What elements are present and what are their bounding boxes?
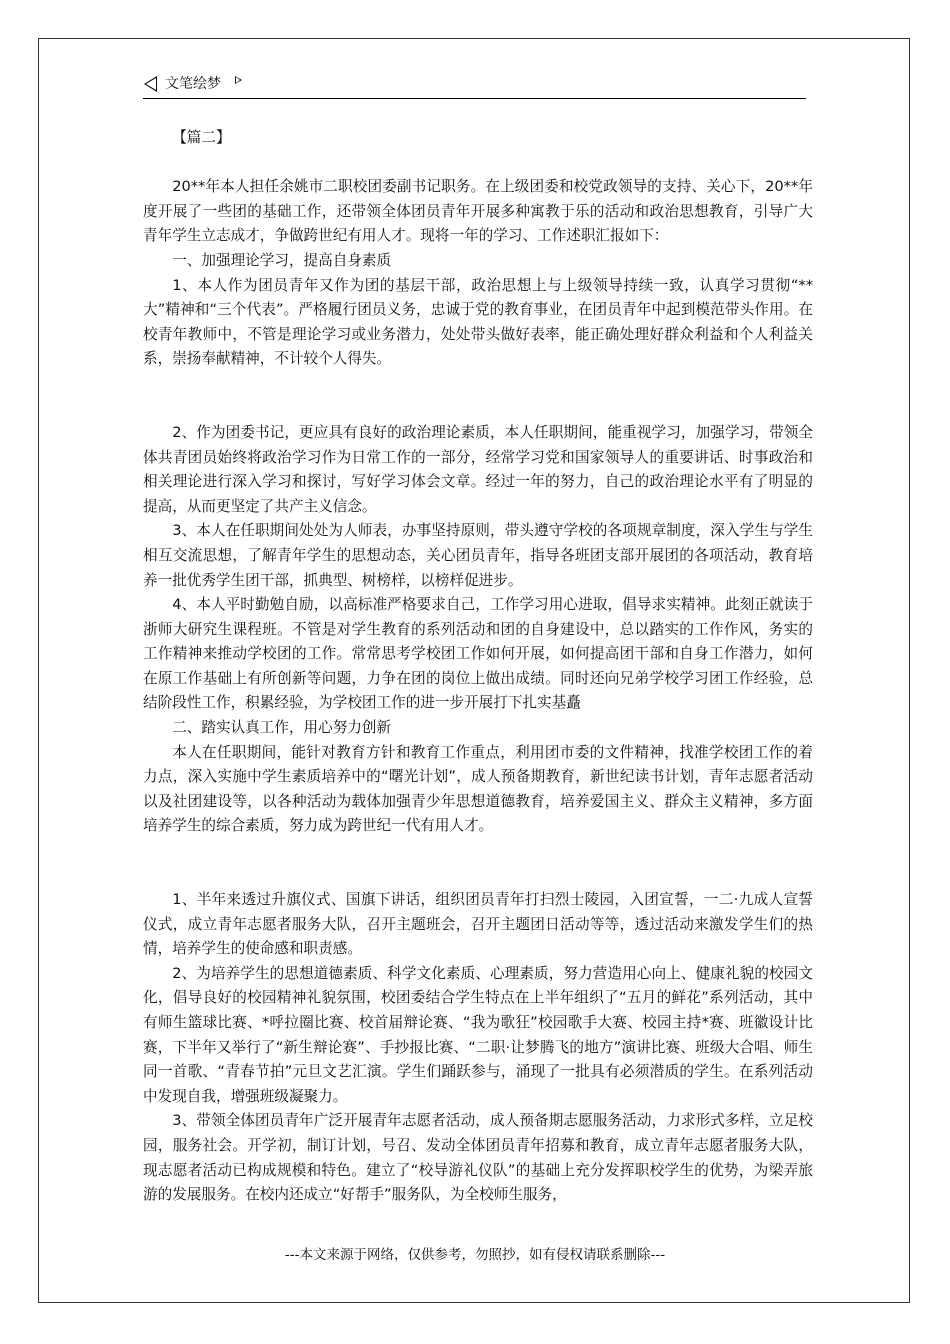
paragraph: 2、作为团委书记，更应具有良好的政治理论素质，本人任职期间，能重视学习，加强学习，带领全体共青团员始终将政治学习作为日常工作的一部分，经常学习党和国家领导人的重要讲话、时事政治和相关理论进行深入学习和探讨，写好学习体会文章。经过一年的努力，自己的政治理论水平有了明显的提高，从而更坚定了共产主义信念。 (143, 423, 813, 515)
footer-disclaimer: ---本文来源于网络，仅供参考，勿照抄，如有侵权请联系删除--- (284, 1247, 666, 1263)
triangle-left-icon (144, 76, 157, 92)
header-title: 文笔绘梦 (165, 76, 221, 92)
paragraph: 20**年本人担任余姚市二职校团委副书记职务。在上级团委和校党政领导的支持、关心下，20**年度开展了一些团的基础工作，还带领全体团员青年开展多种寓教于乐的活动和政治思想教育，引导广大青年学生立志成才，争做跨世纪有用人才。现将一年的学习、工作述职汇报如下： (143, 178, 813, 245)
document-body (143, 126, 813, 1208)
paragraph: 1、半年来透过升旗仪式、国旗下讲话，组织团员青年打扫烈士陵园，入团宣誓，一二·九成人宣誓仪式，成立青年志愿者服务大队，召开主题班会，召开主题团日活动等等，透过活动来激发学生们的热情，培养学生的使命感和职责感。 (143, 891, 813, 958)
paragraph: 2、为培养学生的思想道德素质、科学文化素质、心理素质，努力营造用心向上、健康礼貌的校园文化，倡导良好的校园精神礼貌氛围，校团委结合学生特点在上半年组织了“五月的鲜花”系列活动，其中有师生篮球比赛、*呼拉圈比赛、校首届辩论赛、“我为歌狂”校园歌手大赛、校园主持*赛、班徽设计比赛，下半年又举行了“新生辩论赛”、手抄报比赛、“二职·让梦腾飞的地方”演讲比赛、班级大合唱、师生同一首歌、“青春节拍”元旦文艺汇演。学生们踊跃参与，涌现了一批具有必须潜质的学生。在系列活动中发现自我，增强班级凝聚力。 (143, 964, 813, 1105)
section-title: 【篇二】 (172, 129, 231, 146)
heading-2: 二、踏实认真工作，用心努力创新 (172, 719, 392, 737)
paragraph: 3、本人在任职期间处处为人师表，办事坚持原则，带头遵守学校的各项规章制度，深入学生与学生相互交流思想，了解青年学生的思想动态，关心团员青年，指导各班团支部开展团的各项活动，教育培养一批优秀学生团干部，抓典型、树榜样，以榜样促进步。 (143, 522, 813, 589)
triangle-right-icon (235, 76, 242, 84)
paragraph: 1、本人作为团员青年又作为团的基层干部，政治思想上与上级领导持续一致，认真学习贯彻“**大”精神和“三个代表”。严格履行团员义务，忠诚于党的教育事业，在团员青年中起到模范带头作用。在校青年教师中，不管是理论学习或业务潜力，处处带头做好表率，能正确处理好群众利益和个人利益关系，崇扬奉献精神，不计较个人得失。 (143, 276, 813, 368)
paragraph: 3、带领全体团员青年广泛开展青年志愿者活动，成人预备期志愿服务活动，力求形式多样，立足校园，服务社会。开学初，制订计划，号召、发动全体团员青年招募和教育，成立青年志愿者服务大队，现志愿者活动已构成规模和特色。建立了“校导游礼仪队”的基础上充分发挥职校学生的优势，为梁弄旅游的发展服务。在校内还成立“好帮手”服务队，为全校师生服务， (143, 1112, 813, 1204)
heading-1: 一、加强理论学习，提高自身素质 (172, 251, 392, 269)
page-header (143, 70, 806, 99)
paragraph: 4、本人平时勤勉自励，以高标准严格要求自己，工作学习用心进取，倡导求实精神。此刻正就读于浙师大研究生课程班。不管是对学生教育的系列活动和团的自身建设中，总以踏实的工作作风，务实的工作精神来推动学校团的工作。常常思考学校团工作如何开展，如何提高团干部和自身工作潜力，如何在原工作基础上有所创新等问题，力争在团的岗位上做出成绩。同时还向兄弟学校学习团工作经验，总结阶段性工作，积累经验，为学校团工作的进一步开展打下扎实基矗 (143, 596, 813, 712)
paragraph: 本人在任职期间，能针对教育方针和教育工作重点，利用团市委的文件精神，找准学校团工作的着力点，深入实施中学生素质培养中的“曙光计划”，成人预备期教育，新世纪读书计划，青年志愿者活动以及社团建设等，以各种活动为载体加强青少年思想道德教育，培养爱国主义、群众主义精神，多方面培养学生的综合素质，努力成为跨世纪一代有用人才。 (143, 743, 813, 835)
